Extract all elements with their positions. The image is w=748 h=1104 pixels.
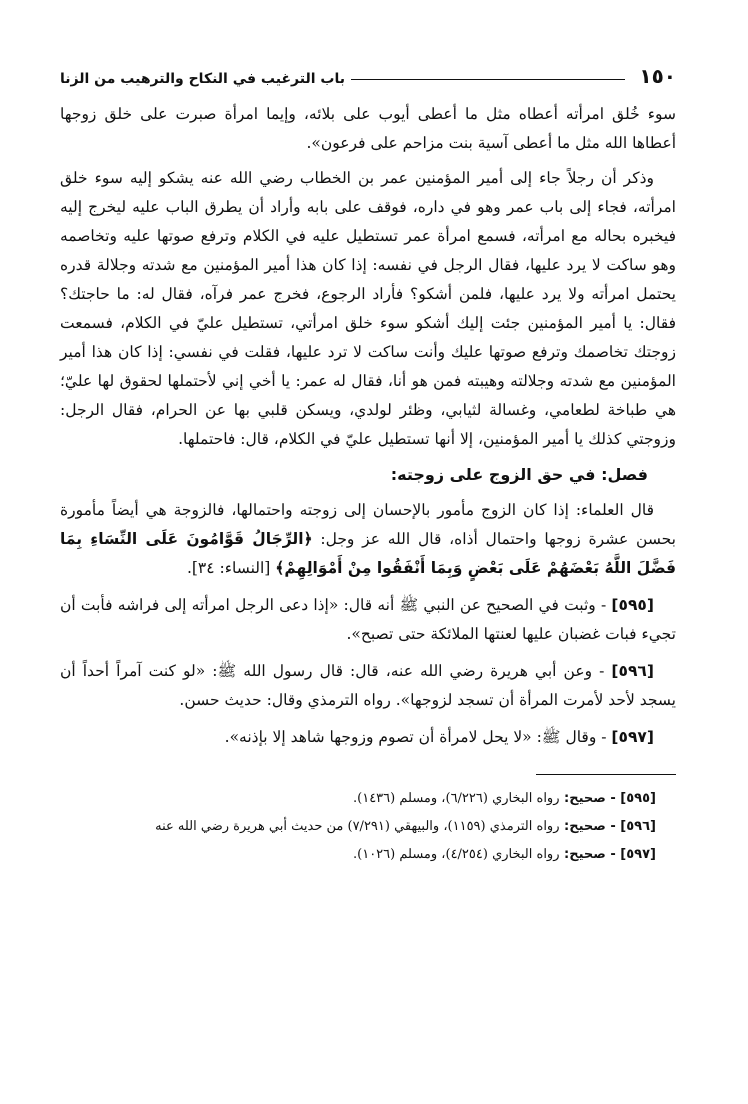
footnote-separator: [536, 774, 676, 775]
hadith-text: - وعن أبي هريرة رضي الله عنه، قال: قال رسول الله ﷺ: «لو كنت آمراً أحداً أن يسجد لأحد لأمرت المرأة أن تسجد لزوجها». رواه الترمذي وقال: حديث حسن.: [60, 662, 676, 709]
hadith-number: [٥٩٧]: [611, 728, 654, 746]
footnote-number: [٥٩٧]: [620, 847, 656, 862]
hadith-597: [60, 723, 676, 752]
hadith-text: - وثبت في الصحيح عن النبي ﷺ أنه قال: «إذا دعى الرجل امرأته إلى فراشه فأبت أن تجيء فبات غضبان عليها لعنتها الملائكة حتى تصبح».: [60, 596, 676, 643]
footnotes: [60, 785, 676, 869]
footnote-grade: - صحيح:: [559, 819, 621, 834]
verse-citation: [النساء: ٣٤].: [186, 559, 276, 577]
hadith-number: [٥٩٦]: [611, 662, 654, 680]
footnote-number: [٥٩٦]: [620, 819, 656, 834]
footnote-text: رواه الترمذي (١١٥٩)، والبيهقي (٧/٢٩١) من حديث أبي هريرة رضي الله عنه: [155, 819, 560, 834]
footnote-595: [60, 785, 676, 813]
paragraph-continuation: سوء خُلق امرأته أعطاه مثل ما أعطى أيوب على بلائه، وإيما امرأة صبرت على خلق زوجها أعطاها الله مثل ما أعطى آسية بنت مزاحم على فرعون».: [60, 105, 676, 152]
paragraph-scholars: [60, 496, 676, 583]
page-number: ١٥٠: [639, 64, 676, 88]
footnote-text: رواه البخاري (٤/٢٥٤)، ومسلم (١٠٢٦).: [353, 847, 560, 862]
footnote-596: [60, 813, 676, 841]
hadith-text: - وقال ﷺ: «لا يحل لامرأة أن تصوم وزوجها شاهد إلا بإذنه».: [224, 728, 612, 746]
scholars-text: قال العلماء: إذا كان الزوج مأمور بالإحسان إلى زوجته واحتمالها، فالزوجة هي أيضاً مأمورة بحسن عشرة زوجها واحتمال أذاه، قال الله عز وجل:: [60, 501, 676, 548]
footnote-grade: - صحيح:: [559, 791, 621, 806]
hadith-596: [60, 657, 676, 715]
main-text: [60, 100, 676, 752]
hadith-number: [٥٩٥]: [611, 596, 654, 614]
footnote-text: رواه البخاري (٦/٢٢٦)، ومسلم (١٤٣٦).: [353, 791, 560, 806]
footnote-number: [٥٩٥]: [620, 791, 656, 806]
footnote-597: [60, 841, 676, 869]
running-header: [60, 62, 676, 86]
chapter-title: باب الترغيب في النكاح والترهيب من الزنا: [60, 71, 345, 87]
section-heading: فصل: في حق الزوج على زوجته:: [390, 465, 648, 484]
paragraph-umar-story: وذكر أن رجلاً جاء إلى أمير المؤمنين عمر بن الخطاب رضي الله عنه يشكو إليه سوء خلق امرأته، فجاء إلى باب عمر وهو في داره، فوقف على بابه وأراد أن يطرق الباب عليه ليخرج إليه فيخبره بحاله مع امرأته، فسمع امرأة عمر تستطيل عليه في الكلام وترفع صوتها عليه وتخاصمه وهو ساكت لا يرد عليها، فقال الرجل في نفسه: إذا كان هذا أمير المؤمنين مع شدته وجلالة قدره يحتمل امرأته ولا يرد عليها، فلمن أشكو؟ فأراد الرجوع، فخرج عمر فرآه، فقال له: ما حاجتك؟ فقال: يا أمير المؤمنين جئت إليك أشكو سوء خلق امرأتي، تستطيل عليّ في الكلام، فسمعت زوجتك تخاصمك وترفع صوتها عليك وأنت ساكت لا ترد عليها، فقلت في نفسي: إذا كان هذا أمير المؤمنين مع شدته وجلالته وهيبته فمن هو أنا، فقال له عمر: يا أخي إني لأحتملها لحقوق لها عليّ؛ هي طباخة لطعامي، وغسالة لثيابي، وظئر لولدي، ويسكن قلبي بها عن الحرام، فقال الرجل: وزوجتي كذلك يا أمير المؤمنين، إلا أنها تستطيل عليّ في الكلام، قال: فاحتملها.: [60, 169, 676, 448]
header-rule: [351, 79, 625, 80]
footnote-grade: - صحيح:: [559, 847, 621, 862]
hadith-595: [60, 591, 676, 649]
quran-verse: ﴿الرِّجَالُ قَوَّامُونَ عَلَى النِّسَاءِ بِمَا فَضَّلَ اللَّهُ بَعْضَهُمْ عَلَى بَعْضٍ وَبِمَا أَنْفَقُوا مِنْ أَمْوَالِهِمْ﴾: [60, 530, 676, 577]
